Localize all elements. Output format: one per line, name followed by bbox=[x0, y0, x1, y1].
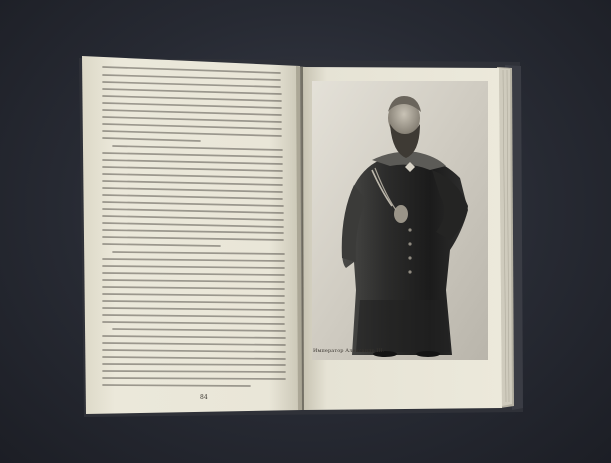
portrait-caption: Император Александр III. bbox=[313, 348, 385, 354]
left-page bbox=[82, 56, 302, 414]
portrait-photo bbox=[312, 81, 488, 360]
left-page-number: 84 bbox=[200, 394, 208, 401]
